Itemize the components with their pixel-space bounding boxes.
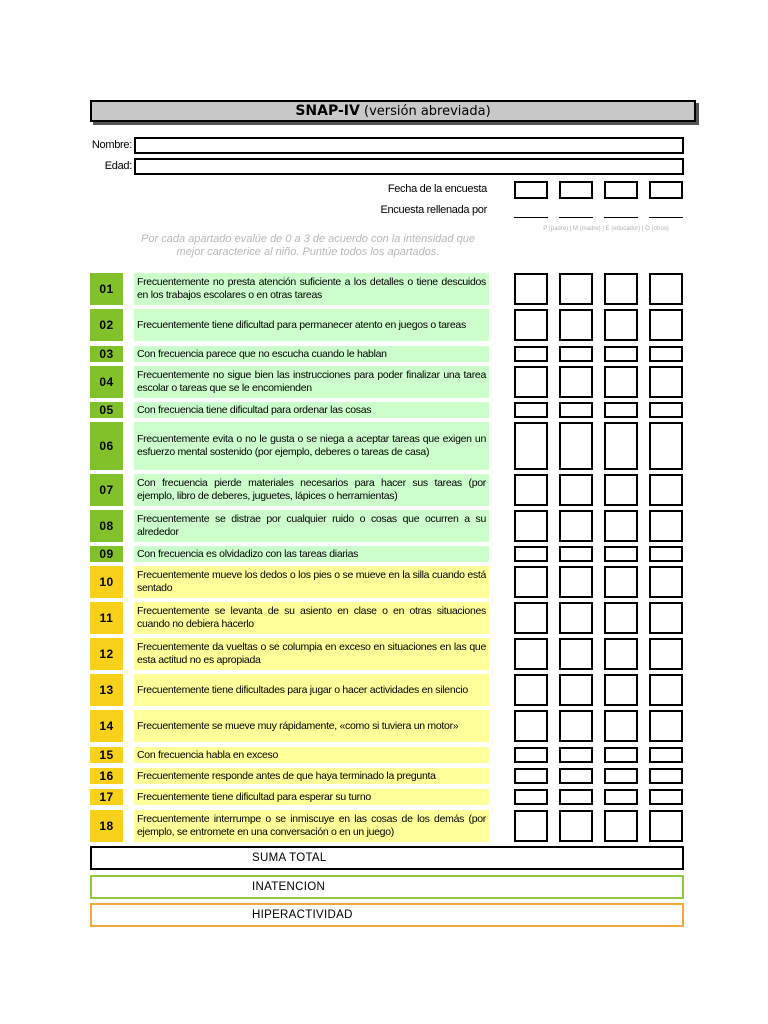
answer-box-1[interactable]: [514, 602, 548, 634]
answer-box-1[interactable]: [514, 566, 548, 598]
date-box-1[interactable]: [514, 181, 548, 199]
answer-box-3[interactable]: [604, 346, 638, 362]
answer-box-4[interactable]: [649, 674, 683, 706]
item-number: 01: [90, 273, 123, 305]
answer-box-1[interactable]: [514, 422, 548, 470]
item-question: [134, 768, 489, 784]
item-question-text: Con frecuencia pierde materiales necesarios para hacer sus tareas (por ejemplo, libro de deberes, juguetes, lápices o herramientas): [137, 477, 486, 502]
answer-box-1[interactable]: [514, 346, 548, 362]
item-question: [134, 309, 489, 341]
answer-box-1[interactable]: [514, 309, 548, 341]
answer-box-4[interactable]: [649, 546, 683, 562]
answer-box-3[interactable]: [604, 810, 638, 842]
answer-box-4[interactable]: [649, 710, 683, 742]
answer-box-2[interactable]: [559, 810, 593, 842]
answer-box-4[interactable]: [649, 789, 683, 805]
filled-by-line-4[interactable]: [649, 217, 683, 218]
answer-box-1[interactable]: [514, 747, 548, 763]
answer-box-1[interactable]: [514, 273, 548, 305]
answer-box-1[interactable]: [514, 366, 548, 398]
name-label: Nombre:: [91, 139, 132, 151]
item-number: 18: [90, 810, 123, 842]
item-question: [134, 674, 489, 706]
answer-box-2[interactable]: [559, 366, 593, 398]
answer-box-4[interactable]: [649, 346, 683, 362]
date-box-2[interactable]: [559, 181, 593, 199]
answer-box-3[interactable]: [604, 768, 638, 784]
suma-total-box: [90, 846, 684, 870]
answer-box-3[interactable]: [604, 422, 638, 470]
item-question-text: Frecuentemente se levanta de su asiento en clase o en otras situaciones cuando no debiera hacerlo: [137, 605, 486, 630]
answer-box-1[interactable]: [514, 789, 548, 805]
item-question: [134, 510, 489, 542]
item-question-text: Frecuentemente evita o no le gusta o se niega a aceptar tareas que exigen un esfuerzo mental sostenido (por ejemplo, deberes o tareas de casa): [137, 433, 486, 458]
answer-box-3[interactable]: [604, 566, 638, 598]
answer-box-3[interactable]: [604, 309, 638, 341]
item-question: [134, 638, 489, 670]
answer-box-2[interactable]: [559, 422, 593, 470]
respondent-legend: P (padre) | M (madre) | E (educador) | O (otros): [543, 226, 669, 232]
answer-box-4[interactable]: [649, 638, 683, 670]
item-question: [134, 810, 489, 842]
answer-box-2[interactable]: [559, 710, 593, 742]
answer-box-4[interactable]: [649, 510, 683, 542]
answer-box-1[interactable]: [514, 402, 548, 418]
answer-box-4[interactable]: [649, 422, 683, 470]
answer-box-1[interactable]: [514, 474, 548, 506]
answer-box-2[interactable]: [559, 602, 593, 634]
answer-box-4[interactable]: [649, 366, 683, 398]
item-question: [134, 546, 489, 562]
answer-box-2[interactable]: [559, 510, 593, 542]
answer-box-4[interactable]: [649, 602, 683, 634]
answer-box-4[interactable]: [649, 474, 683, 506]
item-question: [134, 747, 489, 763]
answer-box-3[interactable]: [604, 546, 638, 562]
item-question-text: Frecuentemente tiene dificultad para permanecer atento en juegos o tareas: [137, 318, 466, 331]
hiperactividad-total-box: [90, 903, 684, 927]
item-question-text: Frecuentemente mueve los dedos o los pies o se mueve en la silla cuando está sentado: [137, 569, 486, 594]
answer-box-2[interactable]: [559, 674, 593, 706]
item-number: 14: [90, 710, 123, 742]
answer-box-2[interactable]: [559, 273, 593, 305]
answer-box-4[interactable]: [649, 810, 683, 842]
item-question: [134, 474, 489, 506]
answer-box-1[interactable]: [514, 674, 548, 706]
name-field[interactable]: [134, 137, 684, 154]
answer-box-3[interactable]: [604, 747, 638, 763]
answer-box-2[interactable]: [559, 309, 593, 341]
item-question-text: Frecuentemente responde antes de que haya terminado la pregunta: [137, 769, 436, 782]
item-question: [134, 789, 489, 805]
age-field[interactable]: [134, 158, 684, 175]
answer-box-3[interactable]: [604, 510, 638, 542]
item-question: [134, 566, 489, 598]
answer-box-1[interactable]: [514, 768, 548, 784]
answer-box-4[interactable]: [649, 402, 683, 418]
answer-box-1[interactable]: [514, 546, 548, 562]
answer-box-3[interactable]: [604, 273, 638, 305]
answer-box-2[interactable]: [559, 638, 593, 670]
item-number: 10: [90, 566, 123, 598]
item-number: 04: [90, 366, 123, 398]
filled-by-line-3[interactable]: [604, 217, 638, 218]
item-number: 12: [90, 638, 123, 670]
item-question-text: Frecuentemente no presta atención suficiente a los detalles o tiene descuidos en los trabajos escolares o en otras tareas: [137, 276, 486, 301]
item-number: 07: [90, 474, 123, 506]
item-question-text: Frecuentemente se mueve muy rápidamente, «como si tuviera un motor»: [137, 719, 459, 732]
item-question-text: Frecuentemente no sigue bien las instrucciones para poder finalizar una tarea escolar o tareas que se le encomienden: [137, 369, 486, 394]
item-question-text: Frecuentemente se distrae por cualquier ruido o cosas que ocurren a su alrededor: [137, 513, 486, 538]
answer-box-3[interactable]: [604, 366, 638, 398]
answer-box-2[interactable]: [559, 566, 593, 598]
answer-box-2[interactable]: [559, 789, 593, 805]
instructions: Por cada apartado evalúe de 0 a 3 de acuerdo con la intensidad que mejor caracterice al niño. Puntúe todos los apartados.: [141, 233, 475, 258]
answer-box-4[interactable]: [649, 566, 683, 598]
suma-total-label: SUMA TOTAL: [252, 852, 327, 864]
item-question: [134, 346, 489, 362]
answer-box-3[interactable]: [604, 602, 638, 634]
answer-box-2[interactable]: [559, 768, 593, 784]
item-number: 08: [90, 510, 123, 542]
inatencion-total-box: [90, 875, 684, 899]
answer-box-2[interactable]: [559, 474, 593, 506]
answer-box-1[interactable]: [514, 510, 548, 542]
item-question: [134, 273, 489, 305]
item-number: 03: [90, 346, 123, 362]
item-question: [134, 422, 489, 470]
item-number: 13: [90, 674, 123, 706]
inatencion-total-label: INATENCION: [252, 881, 326, 893]
answer-box-1[interactable]: [514, 810, 548, 842]
answer-box-3[interactable]: [604, 674, 638, 706]
answer-box-3[interactable]: [604, 789, 638, 805]
answer-box-3[interactable]: [604, 710, 638, 742]
answer-box-3[interactable]: [604, 638, 638, 670]
item-question-text: Frecuentemente interrumpe o se inmiscuye en las cosas de los demás (por ejemplo, se entromete en una conversación o en un juego): [137, 813, 486, 838]
item-question-text: Con frecuencia tiene dificultad para ordenar las cosas: [137, 403, 372, 416]
answer-box-4[interactable]: [649, 309, 683, 341]
answer-box-4[interactable]: [649, 747, 683, 763]
answer-box-4[interactable]: [649, 273, 683, 305]
item-question: [134, 402, 489, 418]
answer-box-3[interactable]: [604, 474, 638, 506]
page-title: [90, 100, 696, 122]
item-number: 02: [90, 309, 123, 341]
item-question: [134, 602, 489, 634]
title-sub: (versión abreviada): [364, 104, 491, 119]
item-question: [134, 710, 489, 742]
item-number: 11: [90, 602, 123, 634]
age-label: Edad:: [104, 160, 132, 172]
answer-box-1[interactable]: [514, 710, 548, 742]
answer-box-3[interactable]: [604, 402, 638, 418]
filled-by-line-2[interactable]: [559, 217, 593, 218]
item-question-text: Frecuentemente tiene dificultad para esperar su turno: [137, 790, 371, 803]
item-number: 15: [90, 747, 123, 763]
item-number: 09: [90, 546, 123, 562]
item-number: 16: [90, 768, 123, 784]
item-question-text: Con frecuencia habla en exceso: [137, 748, 279, 761]
title-main: SNAP-IV: [295, 103, 360, 119]
item-question-text: Frecuentemente tiene dificultades para jugar o hacer actividades en silencio: [137, 683, 468, 696]
item-number: 17: [90, 789, 123, 805]
answer-box-2[interactable]: [559, 346, 593, 362]
answer-box-1[interactable]: [514, 638, 548, 670]
answer-box-4[interactable]: [649, 768, 683, 784]
item-question: [134, 366, 489, 398]
item-question-text: Frecuentemente da vueltas o se columpia en exceso en situaciones en las que esta actitud no es apropiada: [137, 641, 486, 666]
filled-by-line-1[interactable]: [514, 217, 548, 218]
answer-box-2[interactable]: [559, 747, 593, 763]
hiperactividad-total-label: HIPERACTIVIDAD: [252, 909, 353, 921]
answer-box-2[interactable]: [559, 402, 593, 418]
item-question-text: Con frecuencia parece que no escucha cuando le hablan: [137, 347, 387, 360]
item-question-text: Con frecuencia es olvidadizo con las tareas diarias: [137, 547, 359, 560]
item-number: 05: [90, 402, 123, 418]
filled-by-label: Encuesta rellenada por: [380, 204, 487, 216]
item-number: 06: [90, 422, 123, 470]
answer-box-2[interactable]: [559, 546, 593, 562]
date-box-3[interactable]: [604, 181, 638, 199]
date-box-4[interactable]: [649, 181, 683, 199]
date-label: Fecha de la encuesta: [387, 183, 487, 195]
